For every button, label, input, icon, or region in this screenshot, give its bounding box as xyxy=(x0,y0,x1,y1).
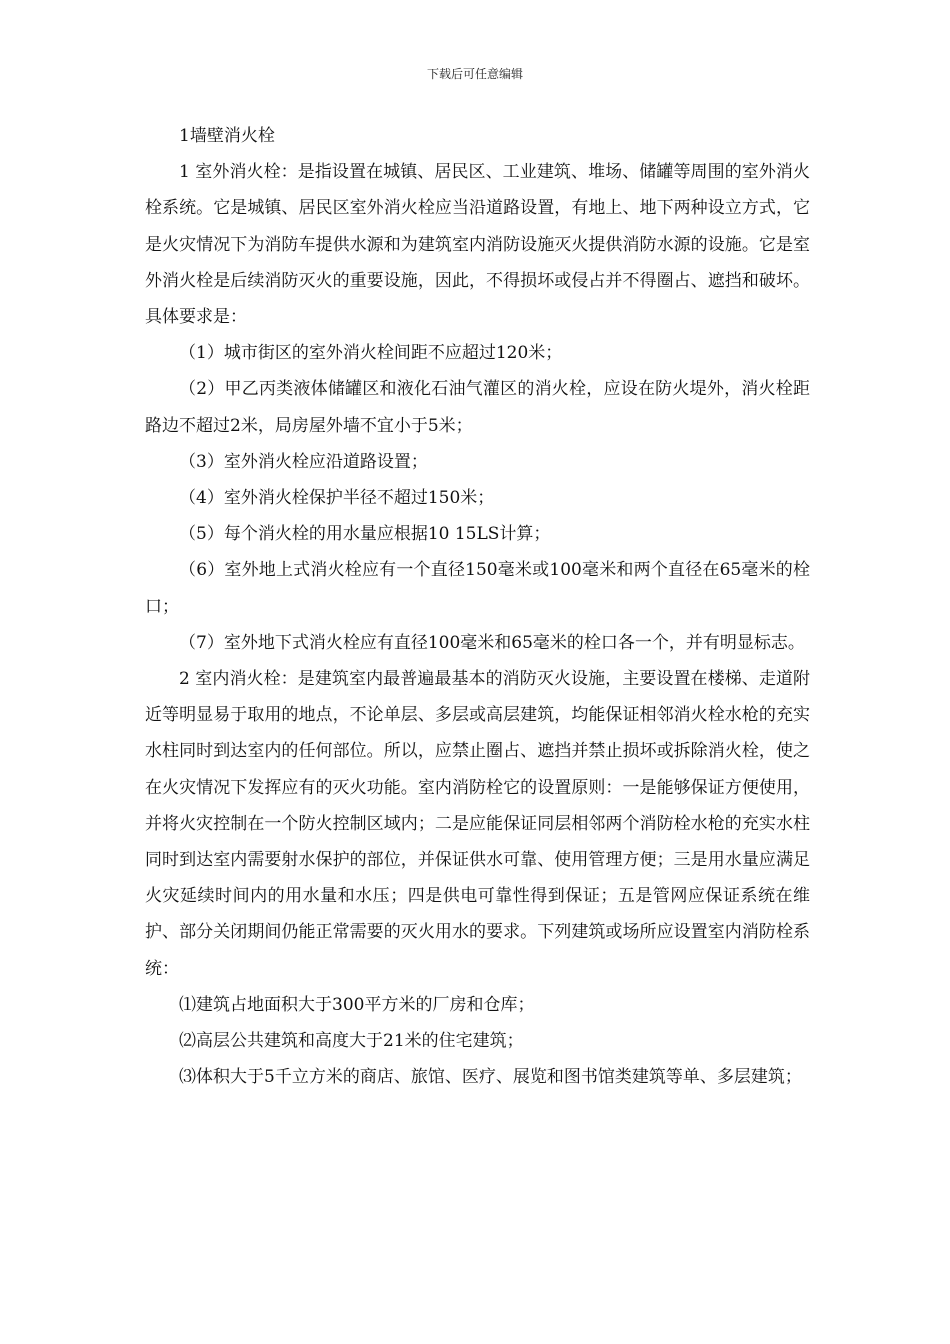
list-item: （6）室外地上式消火栓应有一个直径150毫米或100毫米和两个直径在65毫米的栓口； xyxy=(145,560,810,617)
page-header-note: 下载后可任意编辑 xyxy=(426,67,523,81)
list-item: （1）城市街区的室外消火栓间距不应超过120米； xyxy=(179,343,563,364)
list-item: （2）甲乙丙类液体储罐区和液化石油气灌区的消火栓，应设在防火堤外，消火栓距路边不超过2米，局房屋外墙不宜小于5米； xyxy=(145,379,810,436)
paragraph-indoor-hydrant: 2 室内消火栓：是建筑室内最普遍最基本的消防灭火设施，主要设置在楼梯、走道附近等明显易于取用的地点，不论单层、多层或高层建筑，均能保证相邻消火栓水枪的充实水柱同时到达室内的任何部位。所以，应禁止圈占、遮挡并禁止损坏或拆除消火栓，使之在火灾情况下发挥应有的灭火功能。室内消防栓它的设置原则：一是能够保证方便使用，并将火灾控制在一个防火控制区域内；二是应能保证同层相邻两个消防栓水枪的充实水柱同时到达室内需要射水保护的部位，并保证供水可靠、使用管理方便；三是用水量应满足火灾延续时间内的用水量和水压；四是供电可靠性得到保证；五是管网应保证系统在维护、部分关闭期间仍能正常需要的灭火用水的要求。下列建筑或场所应设置室内消防栓系统： xyxy=(145,669,810,979)
section-heading: 1墙壁消火栓 xyxy=(179,126,275,146)
list-item: （7）室外地下式消火栓应有直径100毫米和65毫米的栓口各一个，并有明显标志。 xyxy=(179,632,805,653)
paragraph-outdoor-hydrant: 1 室外消火栓：是指设置在城镇、居民区、工业建筑、堆场、储罐等周围的室外消火栓系统。它是城镇、居民区室外消火栓应当沿道路设置，有地上、地下两种设立方式，它是火灾情况下为消防车提供水源和为建筑室内消防设施灭火提供消防水源的设施。它是室外消火栓是后续消防灭火的重要设施，因此，不得损坏或侵占并不得圈占、遮挡和破坏。具体要求是： xyxy=(145,162,810,328)
list-item: ⑶体积大于5千立方米的商店、旅馆、医疗、展览和图书馆类建筑等单、多层建筑； xyxy=(179,1067,802,1088)
list-item: （5）每个消火栓的用水量应根据10 15LS计算； xyxy=(179,524,551,545)
list-item: （3）室外消火栓应沿道路设置； xyxy=(179,451,428,472)
list-item: ⑴建筑占地面积大于300平方米的厂房和仓库； xyxy=(179,994,535,1015)
list-item: （4）室外消火栓保护半径不超过150米； xyxy=(179,488,495,509)
list-item: ⑵高层公共建筑和高度大于21米的住宅建筑； xyxy=(179,1031,524,1052)
document-body xyxy=(145,118,810,1095)
